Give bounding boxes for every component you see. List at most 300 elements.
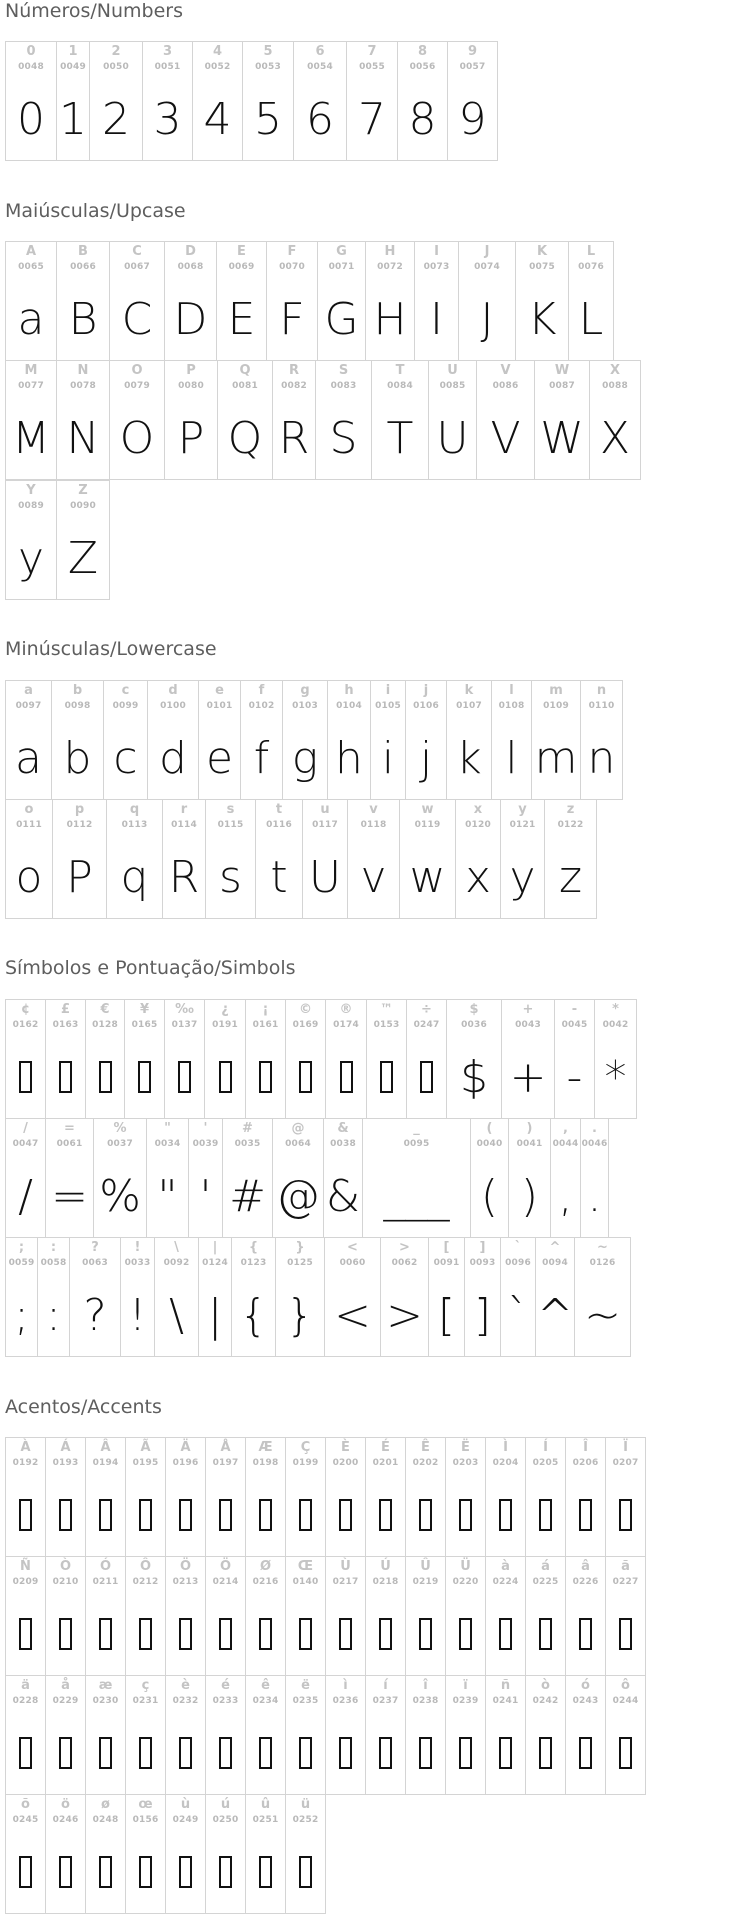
glyph-cell xyxy=(245,1675,286,1795)
glyph-sample: f xyxy=(253,732,270,784)
glyph-sample: < xyxy=(334,1289,371,1341)
glyph-sample: $ xyxy=(460,1051,488,1103)
missing-glyph-box-icon xyxy=(619,1499,632,1531)
glyph-cell xyxy=(525,1437,566,1557)
character-code: 0205 xyxy=(532,1458,559,1468)
character-code: 0201 xyxy=(372,1458,399,1468)
character-code: 0195 xyxy=(132,1458,159,1468)
missing-glyph-box-icon xyxy=(299,1856,312,1888)
glyph-cell xyxy=(285,1794,326,1914)
character-label: ó xyxy=(581,1678,590,1693)
character-code: 0086 xyxy=(492,381,519,391)
character-code: 0207 xyxy=(612,1458,639,1468)
character-label: € xyxy=(100,1002,110,1017)
glyph-cell xyxy=(217,360,273,480)
missing-glyph-icon xyxy=(86,1716,125,1790)
character-code: 0202 xyxy=(412,1458,439,1468)
character-label: > xyxy=(399,1240,410,1255)
glyph-cell xyxy=(445,1675,486,1795)
character-label: ç xyxy=(141,1678,150,1693)
glyph-cell xyxy=(5,680,52,800)
missing-glyph-icon xyxy=(526,1478,565,1552)
glyph-cell xyxy=(485,1675,526,1795)
missing-glyph-box-icon xyxy=(219,1061,232,1093)
glyph-cell xyxy=(346,41,398,161)
character-label: ® xyxy=(339,1002,353,1017)
character-code: 0225 xyxy=(532,1577,559,1587)
missing-glyph-box-icon xyxy=(299,1618,312,1650)
missing-glyph-icon xyxy=(286,1835,325,1909)
character-label: U xyxy=(447,363,458,378)
character-label: K xyxy=(536,244,548,259)
character-label: œ xyxy=(138,1797,153,1812)
glyph-sample: 6 xyxy=(306,93,334,145)
glyph-cell xyxy=(125,1794,166,1914)
glyph-cell xyxy=(323,1118,363,1238)
glyph-cell xyxy=(93,1118,147,1238)
character-label: S xyxy=(338,363,349,378)
missing-glyph-icon xyxy=(6,1478,45,1552)
glyph-sample: ? xyxy=(83,1289,107,1341)
section-title: Símbolos e Pontuação/Simbols xyxy=(5,957,296,979)
missing-glyph-icon xyxy=(206,1478,245,1552)
character-code: 0137 xyxy=(171,1020,198,1030)
character-code: 0085 xyxy=(439,381,466,391)
missing-glyph-icon xyxy=(46,1716,85,1790)
glyph-sample: j xyxy=(419,732,433,784)
glyph-cell xyxy=(325,1675,366,1795)
character-code: 0103 xyxy=(292,701,318,711)
glyph-sample: R xyxy=(278,412,310,464)
character-label: © xyxy=(299,1002,312,1017)
glyph-cell xyxy=(371,360,429,480)
glyph-cell xyxy=(317,241,366,361)
missing-glyph-icon xyxy=(286,1716,325,1790)
glyph-cell xyxy=(327,680,371,800)
character-label: Ó xyxy=(99,1559,112,1574)
glyph-sample: 8 xyxy=(408,93,437,145)
glyph-cell xyxy=(485,1556,526,1676)
missing-glyph-icon xyxy=(526,1716,565,1790)
glyph-cell xyxy=(5,1794,46,1914)
character-code: 0161 xyxy=(252,1020,279,1030)
missing-glyph-box-icon xyxy=(19,1618,32,1650)
glyph-sample: @ xyxy=(276,1170,320,1222)
character-label: Î xyxy=(583,1440,588,1455)
glyph-sample: M xyxy=(12,412,50,464)
character-code: 0064 xyxy=(285,1139,311,1149)
missing-glyph-box-icon xyxy=(419,1737,432,1769)
character-label: { xyxy=(248,1240,259,1255)
character-label: % xyxy=(113,1121,127,1136)
glyph-sample: / xyxy=(18,1170,33,1222)
glyph-cell xyxy=(165,1556,206,1676)
glyph-sample: e xyxy=(205,732,234,784)
glyph-cell xyxy=(56,480,110,600)
character-code: 0111 xyxy=(16,820,42,830)
missing-glyph-box-icon xyxy=(179,1737,192,1769)
glyph-cell xyxy=(405,680,447,800)
character-code: 0191 xyxy=(212,1020,238,1030)
missing-glyph-box-icon xyxy=(139,1737,152,1769)
glyph-sample: U xyxy=(436,412,469,464)
missing-glyph-icon xyxy=(6,1040,45,1114)
character-code: 0174 xyxy=(333,1020,359,1030)
character-code: 0089 xyxy=(18,501,44,511)
missing-glyph-box-icon xyxy=(178,1061,191,1093)
glyph-cell xyxy=(272,1118,324,1238)
glyph-sample: N xyxy=(66,412,100,464)
character-label: Ò xyxy=(59,1559,72,1574)
character-label: ? xyxy=(91,1240,99,1255)
character-label: í xyxy=(383,1678,388,1693)
glyph-cell xyxy=(399,799,456,919)
character-label: Ü xyxy=(460,1559,471,1574)
missing-glyph-box-icon xyxy=(99,1061,112,1093)
glyph-sample: | xyxy=(207,1289,223,1341)
character-code: 0084 xyxy=(387,381,413,391)
glyph-cell xyxy=(5,480,57,600)
character-code: 0114 xyxy=(171,820,197,830)
missing-glyph-icon xyxy=(6,1597,45,1671)
character-code: 0104 xyxy=(336,701,362,711)
character-label: E xyxy=(237,244,246,259)
glyph-cell xyxy=(147,680,199,800)
missing-glyph-box-icon xyxy=(579,1618,592,1650)
missing-glyph-box-icon xyxy=(499,1737,512,1769)
glyph-cell xyxy=(446,999,502,1119)
character-label: a xyxy=(24,683,33,698)
missing-glyph-box-icon xyxy=(19,1061,32,1093)
glyph-sample: R xyxy=(168,851,200,903)
glyph-cell xyxy=(255,799,303,919)
glyph-sample: Q xyxy=(227,412,263,464)
glyph-cell xyxy=(164,999,205,1119)
missing-glyph-icon xyxy=(246,1597,285,1671)
glyph-sample: 3 xyxy=(153,93,182,145)
glyph-cell xyxy=(89,41,143,161)
glyph-cell xyxy=(45,1675,86,1795)
character-label: } xyxy=(295,1240,305,1255)
character-code: 0116 xyxy=(266,820,292,830)
glyph-sample: W xyxy=(540,412,584,464)
glyph-sample: ' xyxy=(199,1170,212,1222)
character-code: 0037 xyxy=(107,1139,133,1149)
character-code: 0107 xyxy=(456,701,482,711)
missing-glyph-box-icon xyxy=(259,1737,272,1769)
character-code: 0094 xyxy=(542,1258,568,1268)
missing-glyph-box-icon xyxy=(379,1618,392,1650)
character-label: Ä xyxy=(180,1440,191,1455)
character-label: H xyxy=(384,244,396,259)
character-label: £ xyxy=(60,1002,71,1017)
missing-glyph-icon xyxy=(86,1040,124,1114)
missing-glyph-box-icon xyxy=(59,1499,72,1531)
character-code: 0123 xyxy=(240,1258,267,1268)
missing-glyph-box-icon xyxy=(499,1499,512,1531)
missing-glyph-icon xyxy=(446,1478,485,1552)
character-code: 0216 xyxy=(252,1577,279,1587)
glyph-cell xyxy=(106,799,163,919)
glyph-cell xyxy=(45,1556,86,1676)
character-code: 0079 xyxy=(124,381,150,391)
glyph-cell xyxy=(85,1675,126,1795)
character-label: R xyxy=(288,363,299,378)
glyph-cell xyxy=(222,1118,273,1238)
character-code: 0078 xyxy=(70,381,96,391)
character-code: 0067 xyxy=(124,262,150,272)
character-code: 0194 xyxy=(92,1458,119,1468)
glyph-cell xyxy=(164,360,218,480)
character-label: i xyxy=(385,683,391,698)
character-code: 0218 xyxy=(372,1577,399,1587)
glyph-cell xyxy=(240,680,283,800)
character-label: O xyxy=(131,363,143,378)
character-label: Ã xyxy=(140,1440,151,1455)
character-label: F xyxy=(287,244,297,259)
character-code: 0211 xyxy=(92,1577,119,1587)
character-label: Ñ xyxy=(20,1559,31,1574)
missing-glyph-icon xyxy=(86,1597,125,1671)
glyph-cell xyxy=(464,1237,501,1357)
missing-glyph-box-icon xyxy=(99,1856,112,1888)
glyph-cell xyxy=(428,1237,465,1357)
missing-glyph-box-icon xyxy=(459,1737,472,1769)
missing-glyph-box-icon xyxy=(299,1499,312,1531)
character-label: ! xyxy=(134,1240,141,1255)
missing-glyph-icon xyxy=(366,1597,405,1671)
character-code: 0199 xyxy=(292,1458,319,1468)
glyph-cell xyxy=(109,360,165,480)
glyph-cell xyxy=(56,241,110,361)
character-code: 0041 xyxy=(516,1139,543,1149)
character-code: 0058 xyxy=(40,1258,67,1268)
glyph-cell xyxy=(56,41,90,161)
missing-glyph-icon xyxy=(126,1835,165,1909)
glyph-sample: P xyxy=(177,412,205,464)
glyph-cell xyxy=(245,999,286,1119)
character-label: e xyxy=(215,683,224,698)
character-code: 0108 xyxy=(498,701,525,711)
character-code: 0232 xyxy=(172,1696,199,1706)
missing-glyph-box-icon xyxy=(459,1499,472,1531)
character-code: 0242 xyxy=(532,1696,559,1706)
glyph-sample: x xyxy=(464,851,492,903)
glyph-sample: E xyxy=(227,293,256,345)
missing-glyph-icon xyxy=(486,1478,525,1552)
glyph-sample: z xyxy=(558,851,583,903)
glyph-cell xyxy=(266,241,318,361)
missing-glyph-box-icon xyxy=(259,1856,272,1888)
character-label: 5 xyxy=(263,44,273,59)
character-label: N xyxy=(77,363,89,378)
glyph-cell xyxy=(500,799,545,919)
glyph-cell xyxy=(5,799,53,919)
glyph-cell xyxy=(45,1118,94,1238)
glyph-cell xyxy=(5,1437,46,1557)
character-code: 0192 xyxy=(12,1458,39,1468)
character-code: 0033 xyxy=(124,1258,151,1268)
glyph-sample: % xyxy=(99,1170,141,1222)
glyph-cell xyxy=(69,1237,121,1357)
missing-glyph-box-icon xyxy=(138,1061,151,1093)
glyph-sample: ] xyxy=(473,1289,492,1341)
character-label: Ù xyxy=(340,1559,351,1574)
glyph-cell xyxy=(325,1556,366,1676)
character-label: 0 xyxy=(26,44,36,59)
glyph-cell xyxy=(293,41,347,161)
missing-glyph-icon xyxy=(406,1716,445,1790)
missing-glyph-box-icon xyxy=(59,1856,72,1888)
glyph-cell xyxy=(485,1437,526,1557)
missing-glyph-box-icon xyxy=(539,1737,552,1769)
character-code: 0059 xyxy=(8,1258,35,1268)
missing-glyph-icon xyxy=(526,1597,565,1671)
character-label: u xyxy=(320,802,330,817)
character-code: 0099 xyxy=(112,701,139,711)
glyph-sample: F xyxy=(279,293,305,345)
missing-glyph-icon xyxy=(566,1597,605,1671)
character-code: 0112 xyxy=(66,820,93,830)
character-label: 3 xyxy=(162,44,173,59)
character-code: 0044 xyxy=(552,1139,579,1149)
character-label: T xyxy=(395,363,405,378)
character-code: 0126 xyxy=(589,1258,616,1268)
glyph-cell xyxy=(445,1437,486,1557)
missing-glyph-icon xyxy=(366,1478,405,1552)
glyph-cell xyxy=(85,999,125,1119)
missing-glyph-icon xyxy=(246,1478,285,1552)
glyph-cell xyxy=(302,799,348,919)
character-code: 0193 xyxy=(52,1458,79,1468)
character-label: æ xyxy=(98,1678,113,1693)
glyph-cell xyxy=(51,680,104,800)
missing-glyph-icon xyxy=(46,1597,85,1671)
glyph-sample: } xyxy=(286,1289,314,1341)
character-code: 0062 xyxy=(391,1258,418,1268)
character-code: 0036 xyxy=(461,1020,487,1030)
glyph-sample: ~ xyxy=(584,1289,621,1341)
character-code: 0076 xyxy=(578,262,604,272)
missing-glyph-icon xyxy=(126,1716,165,1790)
missing-glyph-box-icon xyxy=(19,1737,32,1769)
character-code: 0228 xyxy=(12,1696,39,1706)
glyph-sample: G xyxy=(324,293,359,345)
missing-glyph-icon xyxy=(166,1597,205,1671)
character-label: h xyxy=(344,683,354,698)
glyph-sample: [ xyxy=(437,1289,456,1341)
glyph-cell xyxy=(605,1675,646,1795)
missing-glyph-icon xyxy=(206,1716,245,1790)
character-code: 0105 xyxy=(375,701,401,711)
glyph-cell xyxy=(188,1118,223,1238)
character-code: 0224 xyxy=(492,1577,519,1587)
missing-glyph-icon xyxy=(166,1835,205,1909)
glyph-sample: 4 xyxy=(203,93,232,145)
character-code: 0071 xyxy=(328,262,355,272)
character-label: b xyxy=(72,683,83,698)
missing-glyph-icon xyxy=(406,1478,445,1552)
glyph-cell xyxy=(544,799,597,919)
missing-glyph-icon xyxy=(86,1478,125,1552)
missing-glyph-icon xyxy=(46,1478,85,1552)
character-code: 0251 xyxy=(252,1815,279,1825)
character-label: ñ xyxy=(500,1678,511,1693)
character-code: 0034 xyxy=(154,1139,181,1149)
glyph-cell xyxy=(365,1556,406,1676)
character-label: B xyxy=(78,244,88,259)
character-label: Ö xyxy=(179,1559,192,1574)
character-label: q xyxy=(129,802,140,817)
glyph-sample: 5 xyxy=(254,93,282,145)
character-code: 0082 xyxy=(281,381,307,391)
character-code: 0035 xyxy=(234,1139,261,1149)
glyph-cell xyxy=(397,41,448,161)
missing-glyph-icon xyxy=(446,1597,485,1671)
missing-glyph-icon xyxy=(125,1040,164,1114)
missing-glyph-box-icon xyxy=(179,1856,192,1888)
character-label: / xyxy=(23,1121,28,1136)
character-label: w xyxy=(421,802,434,817)
missing-glyph-icon xyxy=(246,1040,285,1114)
character-code: 0072 xyxy=(377,262,403,272)
glyph-cell xyxy=(525,1675,566,1795)
character-label: x xyxy=(473,802,483,817)
glyph-sample: g xyxy=(291,732,319,784)
character-label: @ xyxy=(291,1121,305,1136)
missing-glyph-box-icon xyxy=(139,1499,152,1531)
character-label: # xyxy=(242,1121,253,1136)
character-code: 0069 xyxy=(228,262,255,272)
glyph-cell xyxy=(508,1118,551,1238)
glyph-sample: O xyxy=(119,412,155,464)
glyph-cell xyxy=(605,1437,646,1557)
character-code: 0203 xyxy=(452,1458,479,1468)
glyph-cell xyxy=(231,1237,276,1357)
glyph-cell xyxy=(5,1118,46,1238)
missing-glyph-box-icon xyxy=(219,1856,232,1888)
character-label: Z xyxy=(78,483,88,498)
glyph-cell xyxy=(103,680,148,800)
glyph-cell xyxy=(205,1794,246,1914)
glyph-cell xyxy=(272,360,316,480)
character-code: 0087 xyxy=(549,381,575,391)
missing-glyph-box-icon xyxy=(99,1618,112,1650)
glyph-cell xyxy=(37,1237,70,1357)
character-code: 0247 xyxy=(413,1020,440,1030)
missing-glyph-box-icon xyxy=(340,1061,353,1093)
character-label: W xyxy=(554,363,570,378)
missing-glyph-box-icon xyxy=(99,1499,112,1531)
character-code: 0125 xyxy=(287,1258,313,1268)
glyph-sample: ^ xyxy=(536,1289,574,1341)
glyph-sample: y xyxy=(509,851,536,903)
glyph-cell xyxy=(205,1675,246,1795)
character-code: 0234 xyxy=(252,1696,279,1706)
glyph-cell xyxy=(370,680,406,800)
missing-glyph-box-icon xyxy=(419,1499,432,1531)
missing-glyph-box-icon xyxy=(59,1737,72,1769)
character-label: ™ xyxy=(380,1002,393,1017)
glyph-cell xyxy=(515,241,569,361)
glyph-cell xyxy=(531,680,581,800)
character-code: 0045 xyxy=(561,1020,588,1030)
missing-glyph-box-icon xyxy=(179,1499,192,1531)
character-label: ø xyxy=(101,1797,110,1812)
missing-glyph-icon xyxy=(246,1716,285,1790)
glyph-cell xyxy=(445,1556,486,1676)
character-code: 0043 xyxy=(515,1020,541,1030)
